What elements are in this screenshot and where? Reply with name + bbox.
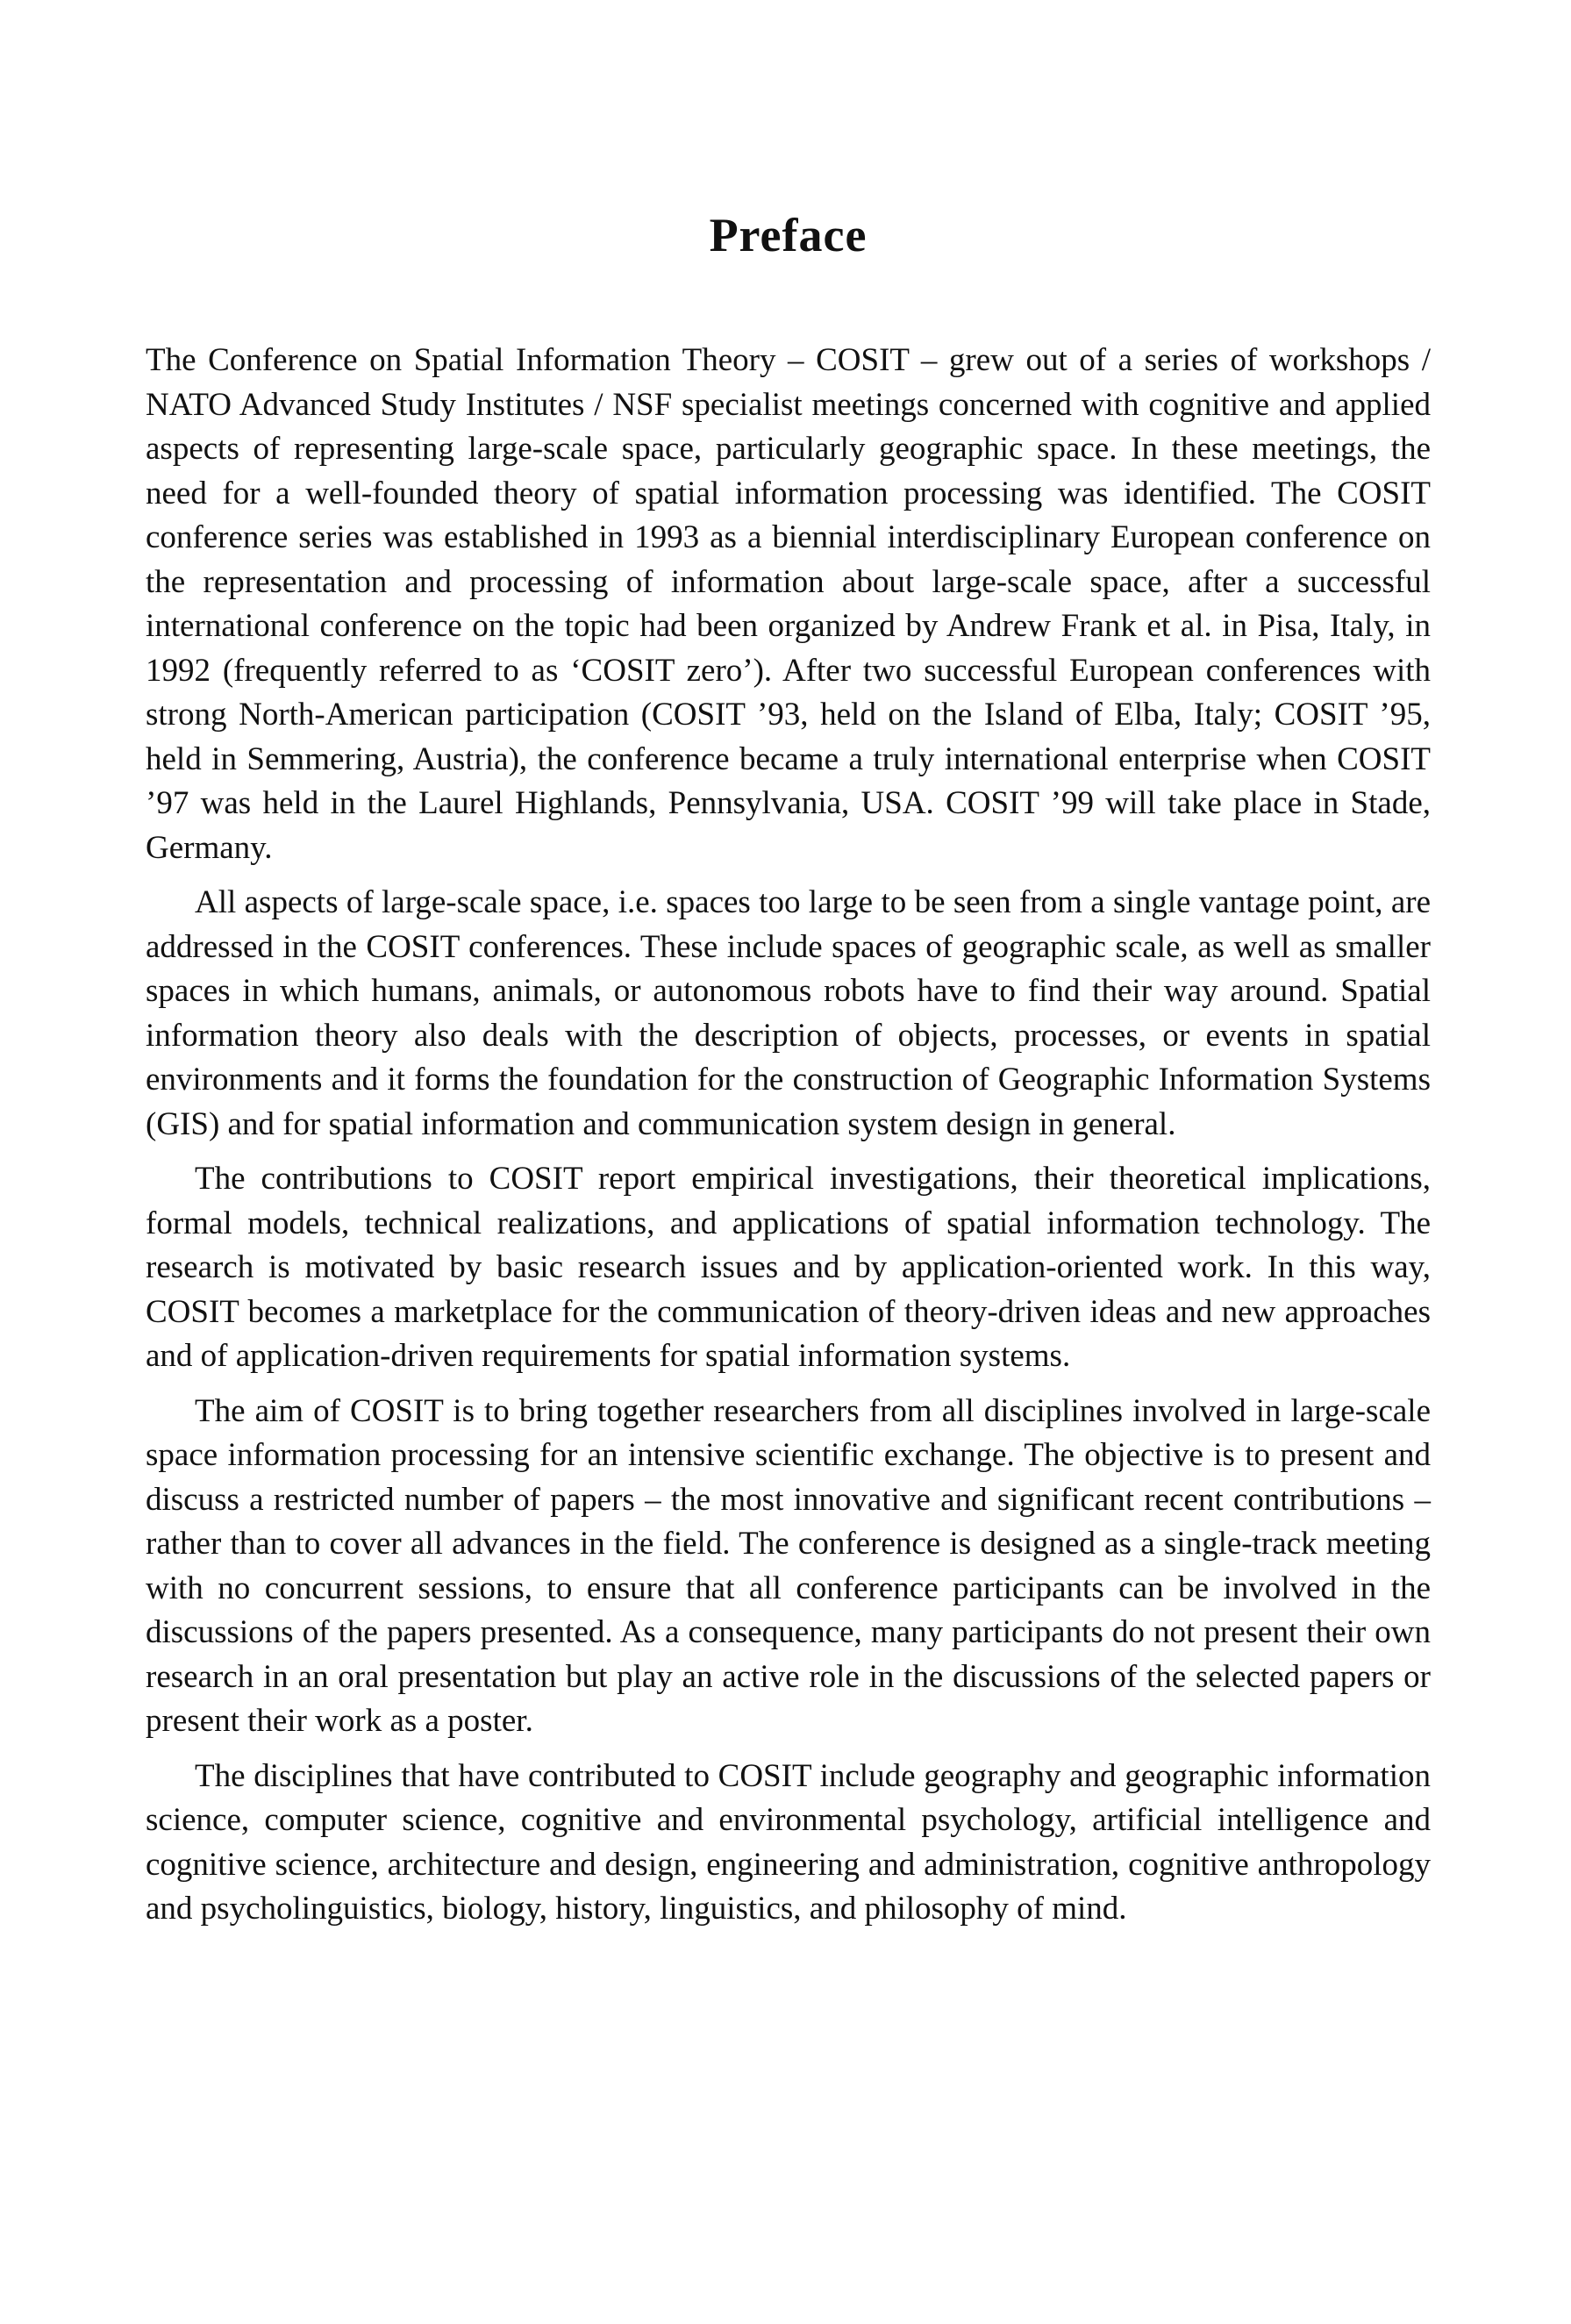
paragraph-cosit-origins: The Conference on Spatial Information Theory – COSIT – grew out of a series of workshops / NATO Advanced Study Institutes / NSF specialist meetings concerned with cognitive and applied aspects of representing large-scale space, particularly geographic space. In these meetings, the need for a well-founded theory of spatial information processing was identified. The COSIT conference series was established in 1993 as a biennial interdisciplinary European conference on the representation and processing of information about large-scale space, after a successful international conference on the topic had been organized by Andrew Frank et al. in Pisa, Italy, in 1992 (frequently referred to as ‘COSIT zero’). After two successful European conferences with strong North-American participation (COSIT ’93, held on the Island of Elba, Italy; COSIT ’95, held in Semmering, Austria), the conference became a truly international enterprise when COSIT ’97 was held in the Laurel Highlands, Pennsylvania, USA. COSIT ’99 will take place in Stade, Germany. [146, 342, 1431, 866]
paragraph-disciplines: The disciplines that have contributed to COSIT include geography and geographic information science, computer science, cognitive and environmental psychology, artificial intelligence and cognitive science, architecture and design, engineering and administration, cognitive anthropology and psycholinguistics, biology, history, linguistics, and philosophy of mind. [146, 1757, 1431, 1927]
paragraph-large-scale-space: All aspects of large-scale space, i.e. spaces too large to be seen from a single vantage point, are addressed in the COSIT conferences. These include spaces of geographic scale, as well as smaller spaces in which humans, animals, or autonomous robots have to find their way around. Spatial information theory also deals with the description of objects, processes, or events in spatial environments and it forms the foundation for the construction of Geographic Information Systems (GIS) and for spatial information and communication system design in general. [146, 884, 1431, 1142]
document-page [146, 204, 1431, 1942]
paragraph-conference-aim: The aim of COSIT is to bring together researchers from all disciplines involved in large-scale space information processing for an intensive scientific exchange. The objective is to present and discuss a restricted number of papers – the most innovative and significant recent contributions – rather than to cover all advances in the field. The conference is designed as a single-track meeting with no concurrent sessions, to ensure that all conference participants can be involved in the discussions of the papers presented. As a consequence, many participants do not present their own research in an oral presentation but play an active role in the discussions of the selected papers or present their work as a poster. [146, 1392, 1431, 1739]
paragraph-contributions: The contributions to COSIT report empirical investigations, their theoretical implications, formal models, technical realizations, and applications of spatial information technology. The research is motivated by basic research issues and by application-oriented work. In this way, COSIT becomes a marketplace for the communication of theory-driven ideas and new approaches and of application-driven requirements for spatial information systems. [146, 1161, 1431, 1374]
page-title: Preface [709, 209, 868, 261]
